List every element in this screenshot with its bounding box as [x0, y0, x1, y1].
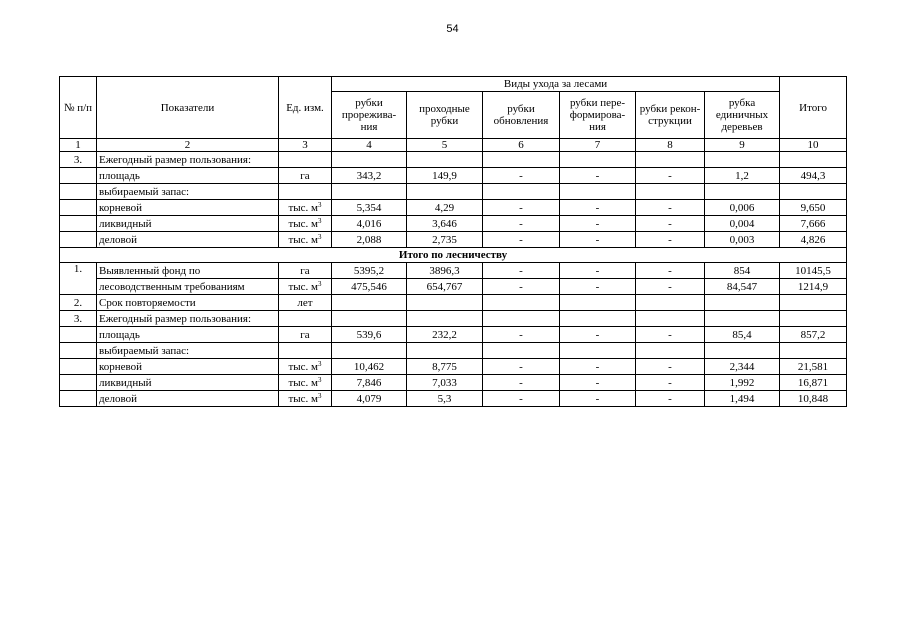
- row-number: 3.: [60, 152, 97, 168]
- forestry-totals: [60, 248, 847, 311]
- unit: [279, 216, 332, 232]
- value-cell: -: [483, 375, 560, 391]
- value-cell: -: [560, 263, 636, 279]
- unit: [279, 343, 332, 359]
- unit-text: га: [300, 328, 310, 341]
- header-type: рубки пере-формирова-ния: [560, 92, 636, 139]
- value-cell: [332, 184, 407, 200]
- column-number: 3: [279, 139, 332, 152]
- column-number: 5: [407, 139, 483, 152]
- unit: лет: [279, 295, 332, 311]
- value-cell: -: [560, 279, 636, 295]
- total-cell: 9,650: [780, 200, 847, 216]
- value-cell: -: [560, 200, 636, 216]
- header-total: Итого: [780, 77, 847, 139]
- table-row: [60, 263, 847, 279]
- value-cell: -: [483, 279, 560, 295]
- table-row: [60, 343, 847, 359]
- unit-superscript: 3: [318, 279, 322, 288]
- header-type: рубки прорежива-ния: [332, 92, 407, 139]
- row-number: [60, 216, 97, 232]
- column-number: 10: [780, 139, 847, 152]
- value-cell: [705, 295, 780, 311]
- indicator-name: деловой: [97, 232, 279, 248]
- value-cell: -: [560, 168, 636, 184]
- total-cell: 7,666: [780, 216, 847, 232]
- value-cell: [407, 152, 483, 168]
- total-cell: [780, 152, 847, 168]
- indicator-name: Срок повторяемости: [97, 295, 279, 311]
- header-type: рубки обновления: [483, 92, 560, 139]
- section-title: Итого по лесничеству: [60, 248, 847, 263]
- value-cell: 7,033: [407, 375, 483, 391]
- value-cell: [483, 311, 560, 327]
- value-cell: 2,344: [705, 359, 780, 375]
- value-cell: 4,016: [332, 216, 407, 232]
- unit: га: [279, 263, 332, 279]
- unit-superscript: 3: [318, 359, 322, 368]
- value-cell: -: [560, 232, 636, 248]
- value-cell: 7,846: [332, 375, 407, 391]
- value-cell: 2,735: [407, 232, 483, 248]
- total-cell: [780, 311, 847, 327]
- value-cell: -: [483, 232, 560, 248]
- unit: [279, 168, 332, 184]
- unit-text: га: [300, 169, 310, 182]
- unit-text: тыс. м: [288, 392, 319, 405]
- value-cell: [560, 295, 636, 311]
- table-row: [60, 391, 847, 407]
- indicator-name: Ежегодный размер пользования:: [97, 152, 279, 168]
- header-type: рубка единичных деревьев: [705, 92, 780, 139]
- unit: [279, 375, 332, 391]
- row-number: [60, 184, 97, 200]
- value-cell: [332, 311, 407, 327]
- value-cell: -: [636, 359, 705, 375]
- value-cell: 0,004: [705, 216, 780, 232]
- value-cell: 4,29: [407, 200, 483, 216]
- value-cell: -: [560, 391, 636, 407]
- value-cell: [705, 184, 780, 200]
- row-number: [60, 359, 97, 375]
- value-cell: [560, 184, 636, 200]
- indicator-name: корневой: [97, 359, 279, 375]
- value-cell: [560, 311, 636, 327]
- value-cell: [483, 295, 560, 311]
- value-cell: -: [636, 168, 705, 184]
- unit: [279, 184, 332, 200]
- table-row: [60, 327, 847, 343]
- value-cell: [636, 184, 705, 200]
- table-row: [60, 200, 847, 216]
- table-row: [60, 232, 847, 248]
- value-cell: [705, 152, 780, 168]
- header-group-title: Виды ухода за лесами: [332, 77, 780, 92]
- value-cell: 149,9: [407, 168, 483, 184]
- unit: [279, 152, 332, 168]
- value-cell: 2,088: [332, 232, 407, 248]
- value-cell: 1,494: [705, 391, 780, 407]
- indicator-name: ликвидный: [97, 375, 279, 391]
- value-cell: 5395,2: [332, 263, 407, 279]
- value-cell: [560, 152, 636, 168]
- value-cell: [483, 152, 560, 168]
- value-cell: [407, 311, 483, 327]
- value-cell: 1,992: [705, 375, 780, 391]
- value-cell: 854: [705, 263, 780, 279]
- value-cell: 0,003: [705, 232, 780, 248]
- forest-care-table: [59, 76, 847, 407]
- row-number: [60, 168, 97, 184]
- value-cell: -: [483, 391, 560, 407]
- table-row: [60, 311, 847, 327]
- value-cell: [636, 295, 705, 311]
- value-cell: 232,2: [407, 327, 483, 343]
- total-cell: 857,2: [780, 327, 847, 343]
- unit: [279, 232, 332, 248]
- header-type: проходные рубки: [407, 92, 483, 139]
- value-cell: 10,462: [332, 359, 407, 375]
- unit-text: тыс. м: [288, 376, 319, 389]
- total-cell: 10145,5: [780, 263, 847, 279]
- value-cell: -: [560, 359, 636, 375]
- column-number: 2: [97, 139, 279, 152]
- value-cell: -: [483, 200, 560, 216]
- unit-superscript: 3: [318, 391, 322, 400]
- value-cell: [407, 343, 483, 359]
- row-number: [60, 200, 97, 216]
- unit-text: тыс. м: [288, 201, 319, 214]
- table-row: [60, 184, 847, 200]
- table-row: [60, 295, 847, 311]
- table-row: [60, 359, 847, 375]
- value-cell: -: [560, 375, 636, 391]
- header-type: рубки рекон-струкции: [636, 92, 705, 139]
- value-cell: -: [636, 200, 705, 216]
- value-cell: 0,006: [705, 200, 780, 216]
- unit: [279, 359, 332, 375]
- value-cell: [332, 152, 407, 168]
- value-cell: 84,547: [705, 279, 780, 295]
- table-row: [60, 152, 847, 168]
- value-cell: [636, 311, 705, 327]
- value-cell: 3896,3: [407, 263, 483, 279]
- indicator-name: деловой: [97, 391, 279, 407]
- header-num: № п/п: [60, 77, 97, 139]
- value-cell: [407, 184, 483, 200]
- value-cell: [407, 295, 483, 311]
- value-cell: -: [483, 327, 560, 343]
- total-cell: 10,848: [780, 391, 847, 407]
- row-number: [60, 391, 97, 407]
- value-cell: 475,546: [332, 279, 407, 295]
- total-cell: 494,3: [780, 168, 847, 184]
- value-cell: 539,6: [332, 327, 407, 343]
- value-cell: [705, 343, 780, 359]
- usage-block-2: [60, 311, 847, 407]
- value-cell: -: [636, 232, 705, 248]
- value-cell: 85,4: [705, 327, 780, 343]
- row-number: 2.: [60, 295, 97, 311]
- value-cell: [332, 343, 407, 359]
- value-cell: [560, 343, 636, 359]
- indicator-name: лесоводственным требованиям: [97, 279, 279, 295]
- total-cell: [780, 184, 847, 200]
- column-number: 7: [560, 139, 636, 152]
- value-cell: 343,2: [332, 168, 407, 184]
- total-cell: [780, 343, 847, 359]
- value-cell: 1,2: [705, 168, 780, 184]
- value-cell: -: [636, 327, 705, 343]
- row-number: [60, 343, 97, 359]
- row-number: [60, 375, 97, 391]
- total-cell: 21,581: [780, 359, 847, 375]
- unit-text: тыс. м: [288, 233, 319, 246]
- column-number: 8: [636, 139, 705, 152]
- table-row: [60, 279, 847, 295]
- value-cell: [483, 184, 560, 200]
- indicator-name: корневой: [97, 200, 279, 216]
- value-cell: 4,079: [332, 391, 407, 407]
- value-cell: [636, 152, 705, 168]
- value-cell: -: [636, 391, 705, 407]
- value-cell: -: [483, 168, 560, 184]
- total-cell: 16,871: [780, 375, 847, 391]
- value-cell: -: [560, 216, 636, 232]
- value-cell: -: [483, 359, 560, 375]
- indicator-name: площадь: [97, 168, 279, 184]
- unit: [279, 200, 332, 216]
- unit-text: тыс. м: [288, 360, 319, 373]
- value-cell: -: [483, 263, 560, 279]
- indicator-name: площадь: [97, 327, 279, 343]
- row-number: 3.: [60, 311, 97, 327]
- unit-text: тыс. м: [288, 280, 319, 293]
- unit: [279, 311, 332, 327]
- table-row: [60, 168, 847, 184]
- unit: [279, 391, 332, 407]
- value-cell: 5,354: [332, 200, 407, 216]
- value-cell: 654,767: [407, 279, 483, 295]
- value-cell: -: [636, 216, 705, 232]
- header-numbers-row: [60, 139, 847, 152]
- indicator-name: Выявленный фонд по: [97, 263, 279, 279]
- table-row: [60, 216, 847, 232]
- unit-superscript: 3: [318, 216, 322, 225]
- row-number: 1.: [60, 263, 97, 295]
- value-cell: [705, 311, 780, 327]
- indicator-name: выбираемый запас:: [97, 184, 279, 200]
- value-cell: -: [483, 216, 560, 232]
- value-cell: -: [636, 375, 705, 391]
- table-row: [60, 375, 847, 391]
- row-number: [60, 327, 97, 343]
- header-indicator: Показатели: [97, 77, 279, 139]
- header-unit: Ед. изм.: [279, 77, 332, 139]
- column-number: 1: [60, 139, 97, 152]
- unit: [279, 279, 332, 295]
- value-cell: [332, 295, 407, 311]
- value-cell: -: [636, 279, 705, 295]
- value-cell: 5,3: [407, 391, 483, 407]
- page-number: 54: [446, 23, 459, 35]
- unit-superscript: 3: [318, 232, 322, 241]
- column-number: 4: [332, 139, 407, 152]
- value-cell: [636, 343, 705, 359]
- value-cell: 3,646: [407, 216, 483, 232]
- indicator-name: ликвидный: [97, 216, 279, 232]
- value-cell: -: [560, 327, 636, 343]
- unit-superscript: 3: [318, 200, 322, 209]
- indicator-name: Ежегодный размер пользования:: [97, 311, 279, 327]
- column-number: 9: [705, 139, 780, 152]
- usage-block-1: [60, 152, 847, 248]
- column-number: 6: [483, 139, 560, 152]
- indicator-name: выбираемый запас:: [97, 343, 279, 359]
- value-cell: -: [636, 263, 705, 279]
- value-cell: 8,775: [407, 359, 483, 375]
- unit: [279, 327, 332, 343]
- unit-superscript: 3: [318, 375, 322, 384]
- unit-text: тыс. м: [288, 217, 319, 230]
- value-cell: [483, 343, 560, 359]
- row-number: [60, 232, 97, 248]
- total-cell: [780, 295, 847, 311]
- total-cell: 1214,9: [780, 279, 847, 295]
- total-cell: 4,826: [780, 232, 847, 248]
